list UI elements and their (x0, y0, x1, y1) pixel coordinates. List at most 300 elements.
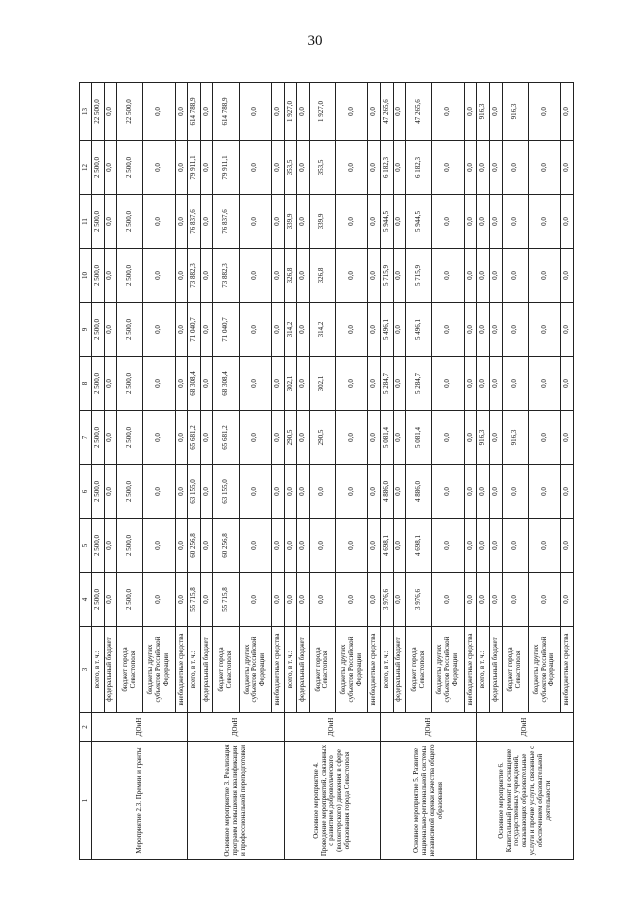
column-header: 6 (80, 465, 92, 519)
year-value: 0,0 (200, 303, 213, 357)
year-value: 0,0 (104, 465, 117, 519)
year-value: 0,0 (393, 573, 406, 627)
total-value: 22 500,0 (117, 83, 143, 141)
year-value: 5 081,4 (381, 411, 394, 465)
year-value: 0,0 (464, 465, 477, 519)
year-value: 3 976,6 (406, 573, 432, 627)
year-value: 0,0 (393, 141, 406, 195)
funding-source: бюджеты других субъектов Российской Федерации (143, 627, 175, 713)
year-value: 0,0 (502, 195, 528, 249)
funding-source: внебюджетные средства (561, 627, 574, 713)
year-value: 0,0 (143, 303, 175, 357)
rotated-table-content (79, 83, 574, 860)
funding-source: всего, в т. ч.: (92, 627, 105, 713)
year-value: 0,0 (272, 465, 285, 519)
year-value: 0,0 (175, 303, 188, 357)
year-value: 0,0 (309, 573, 335, 627)
year-value: 0,0 (272, 303, 285, 357)
year-value: 0,0 (528, 357, 560, 411)
year-value: 0,0 (200, 465, 213, 519)
page-number: 30 (307, 33, 323, 49)
year-value: 0,0 (528, 465, 560, 519)
year-value: 0,0 (175, 357, 188, 411)
year-value: 55 715,8 (188, 573, 201, 627)
total-value: 0,0 (432, 83, 464, 141)
column-header: 4 (80, 573, 92, 627)
year-value: 0,0 (561, 357, 574, 411)
year-value: 0,0 (239, 357, 271, 411)
year-value: 68 308,4 (188, 357, 201, 411)
year-value: 0,0 (528, 195, 560, 249)
year-value: 0,0 (561, 303, 574, 357)
funding-source: бюджет города Севастополя (309, 627, 335, 713)
year-value: 0,0 (104, 411, 117, 465)
year-value: 0,0 (175, 249, 188, 303)
year-value: 339,9 (284, 195, 297, 249)
year-value: 0,0 (489, 303, 502, 357)
measure-name: Основное мероприятие 4. Проведение мероприятий, связанных с развитием добровольческого (волонтерского) движения в сфере образования города Севастополя (284, 742, 380, 860)
year-value: 5 496,1 (381, 303, 394, 357)
year-value: 0,0 (272, 519, 285, 573)
total-value: 0,0 (393, 83, 406, 141)
year-value: 0,0 (297, 519, 310, 573)
year-value: 0,0 (432, 195, 464, 249)
table-row (284, 83, 297, 860)
year-value: 0,0 (336, 573, 368, 627)
year-value: 0,0 (200, 411, 213, 465)
table-row (92, 83, 105, 860)
year-value: 302,1 (284, 357, 297, 411)
funding-source: бюджеты других субъектов Российской Федерации (432, 627, 464, 713)
year-value: 0,0 (464, 195, 477, 249)
year-value: 326,8 (309, 249, 335, 303)
year-value: 0,0 (477, 141, 490, 195)
column-header: 8 (80, 357, 92, 411)
funding-table (79, 82, 574, 860)
table-row (477, 83, 490, 860)
column-header: 5 (80, 519, 92, 573)
year-value: 0,0 (368, 195, 381, 249)
column-header: 7 (80, 411, 92, 465)
year-value: 0,0 (393, 519, 406, 573)
year-value: 0,0 (200, 195, 213, 249)
measure-name: Основное мероприятие 6. Капитальный ремонт и оснащение государственных учреждений, оказывающих образовательные услуги и прочие услуги, связанные с обеспечением образовательной деятельности (477, 742, 574, 860)
year-value: 0,0 (393, 411, 406, 465)
year-value: 71 040,7 (213, 303, 239, 357)
funding-source: бюджет города Севастополя (213, 627, 239, 713)
total-value: 614 788,9 (188, 83, 201, 141)
year-value: 0,0 (464, 303, 477, 357)
column-header: 9 (80, 303, 92, 357)
total-value: 0,0 (272, 83, 285, 141)
year-value: 0,0 (336, 519, 368, 573)
year-value: 63 155,0 (213, 465, 239, 519)
year-value: 0,0 (393, 303, 406, 357)
year-value: 0,0 (432, 357, 464, 411)
year-value: 0,0 (393, 357, 406, 411)
year-value: 0,0 (368, 249, 381, 303)
year-value: 4 886,0 (406, 465, 432, 519)
total-value: 0,0 (104, 83, 117, 141)
year-value: 0,0 (336, 195, 368, 249)
year-value: 0,0 (143, 411, 175, 465)
year-value: 0,0 (143, 573, 175, 627)
funding-source: всего, в т. ч.: (188, 627, 201, 713)
year-value: 0,0 (175, 141, 188, 195)
funding-source: всего, в т. ч.: (477, 627, 490, 713)
year-value: 0,0 (464, 357, 477, 411)
year-value: 76 837,6 (188, 195, 201, 249)
rotated-table-wrapper (79, 83, 574, 860)
year-value: 0,0 (104, 573, 117, 627)
year-value: 73 882,3 (188, 249, 201, 303)
year-value: 0,0 (477, 195, 490, 249)
year-value: 0,0 (502, 357, 528, 411)
year-value: 5 284,7 (406, 357, 432, 411)
year-value: 353,5 (284, 141, 297, 195)
header-row (80, 83, 92, 860)
year-value: 0,0 (336, 465, 368, 519)
total-value: 0,0 (561, 83, 574, 141)
year-value: 0,0 (528, 519, 560, 573)
year-value: 2 500,0 (117, 195, 143, 249)
year-value: 2 500,0 (117, 411, 143, 465)
funding-source: внебюджетные средства (175, 627, 188, 713)
year-value: 76 837,6 (213, 195, 239, 249)
total-value: 22 500,0 (92, 83, 105, 141)
year-value: 0,0 (561, 411, 574, 465)
funding-source: федеральный бюджет (200, 627, 213, 713)
year-value: 63 155,0 (188, 465, 201, 519)
year-value: 55 715,8 (213, 573, 239, 627)
column-header: 13 (80, 83, 92, 141)
year-value: 5 715,9 (381, 249, 394, 303)
executor: ДОиН (284, 713, 380, 742)
year-value: 60 256,8 (213, 519, 239, 573)
year-value: 0,0 (175, 465, 188, 519)
year-value: 6 182,3 (381, 141, 394, 195)
year-value: 0,0 (272, 195, 285, 249)
year-value: 0,0 (368, 357, 381, 411)
year-value: 0,0 (464, 573, 477, 627)
year-value: 0,0 (561, 249, 574, 303)
year-value: 0,0 (200, 141, 213, 195)
year-value: 0,0 (175, 519, 188, 573)
year-value: 314,2 (284, 303, 297, 357)
year-value: 0,0 (104, 195, 117, 249)
year-value: 0,0 (200, 519, 213, 573)
year-value: 916,3 (477, 411, 490, 465)
year-value: 0,0 (477, 573, 490, 627)
year-value: 2 500,0 (117, 357, 143, 411)
year-value: 5 284,7 (381, 357, 394, 411)
year-value: 314,2 (309, 303, 335, 357)
year-value: 290,5 (284, 411, 297, 465)
funding-source: бюджеты других субъектов Российской Федерации (239, 627, 271, 713)
year-value: 60 256,8 (188, 519, 201, 573)
year-value: 0,0 (336, 141, 368, 195)
year-value: 0,0 (561, 519, 574, 573)
year-value: 2 500,0 (92, 141, 105, 195)
year-value: 302,1 (309, 357, 335, 411)
executor: ДОиН (477, 713, 574, 742)
year-value: 0,0 (432, 249, 464, 303)
year-value: 79 911,1 (188, 141, 201, 195)
year-value: 0,0 (239, 411, 271, 465)
table-body (92, 83, 574, 860)
year-value: 0,0 (336, 249, 368, 303)
total-value: 614 788,9 (213, 83, 239, 141)
year-value: 0,0 (284, 573, 297, 627)
year-value: 0,0 (143, 357, 175, 411)
year-value: 0,0 (239, 249, 271, 303)
funding-source: федеральный бюджет (297, 627, 310, 713)
year-value: 5 944,5 (381, 195, 394, 249)
year-value: 4 698,1 (406, 519, 432, 573)
year-value: 0,0 (489, 249, 502, 303)
year-value: 0,0 (104, 249, 117, 303)
table-row (188, 83, 201, 860)
column-header: 11 (80, 195, 92, 249)
year-value: 0,0 (297, 573, 310, 627)
year-value: 2 500,0 (92, 519, 105, 573)
year-value: 0,0 (561, 465, 574, 519)
total-value: 0,0 (528, 83, 560, 141)
measure-name: Мероприятие 2.3. Премии и гранты (92, 742, 188, 860)
funding-source: всего, в т. ч.: (284, 627, 297, 713)
year-value: 0,0 (561, 195, 574, 249)
year-value: 68 308,4 (213, 357, 239, 411)
measure-name: Основное мероприятие 3. Реализация программ повышения квалификации и профессиональной переподготовки (188, 742, 284, 860)
year-value: 6 182,3 (406, 141, 432, 195)
year-value: 0,0 (432, 141, 464, 195)
year-value: 0,0 (477, 303, 490, 357)
year-value: 0,0 (432, 519, 464, 573)
year-value: 0,0 (336, 411, 368, 465)
funding-source: бюджеты других субъектов Российской Федерации (336, 627, 368, 713)
total-value: 916,3 (477, 83, 490, 141)
year-value: 0,0 (175, 411, 188, 465)
year-value: 5 081,4 (406, 411, 432, 465)
year-value: 0,0 (432, 411, 464, 465)
year-value: 0,0 (432, 303, 464, 357)
year-value: 0,0 (464, 519, 477, 573)
year-value: 0,0 (336, 357, 368, 411)
year-value: 2 500,0 (92, 303, 105, 357)
total-value: 0,0 (175, 83, 188, 141)
year-value: 0,0 (528, 411, 560, 465)
executor: ДОиН (92, 713, 188, 742)
column-header: 2 (80, 713, 92, 742)
year-value: 0,0 (272, 141, 285, 195)
year-value: 0,0 (272, 573, 285, 627)
year-value: 0,0 (239, 195, 271, 249)
total-value: 0,0 (336, 83, 368, 141)
funding-source: бюджет города Севастополя (406, 627, 432, 713)
year-value: 0,0 (309, 465, 335, 519)
year-value: 0,0 (297, 141, 310, 195)
year-value: 2 500,0 (92, 195, 105, 249)
year-value: 0,0 (489, 519, 502, 573)
executor: ДОиН (381, 713, 477, 742)
year-value: 0,0 (432, 465, 464, 519)
year-value: 0,0 (297, 249, 310, 303)
year-value: 0,0 (309, 519, 335, 573)
total-value: 47 265,6 (381, 83, 394, 141)
year-value: 4 886,0 (381, 465, 394, 519)
year-value: 916,3 (502, 411, 528, 465)
year-value: 65 681,2 (213, 411, 239, 465)
column-header: 10 (80, 249, 92, 303)
year-value: 0,0 (239, 519, 271, 573)
year-value: 0,0 (502, 303, 528, 357)
year-value: 0,0 (489, 411, 502, 465)
year-value: 5 715,9 (406, 249, 432, 303)
total-value: 0,0 (489, 83, 502, 141)
year-value: 0,0 (143, 465, 175, 519)
column-header: 1 (80, 742, 92, 860)
year-value: 0,0 (143, 141, 175, 195)
total-value: 1 927,0 (309, 83, 335, 141)
year-value: 0,0 (143, 249, 175, 303)
total-value: 0,0 (368, 83, 381, 141)
year-value: 5 496,1 (406, 303, 432, 357)
total-value: 0,0 (464, 83, 477, 141)
year-value: 0,0 (368, 519, 381, 573)
year-value: 0,0 (432, 573, 464, 627)
year-value: 0,0 (502, 519, 528, 573)
year-value: 0,0 (272, 357, 285, 411)
year-value: 0,0 (143, 519, 175, 573)
year-value: 0,0 (489, 357, 502, 411)
year-value: 0,0 (200, 249, 213, 303)
year-value: 0,0 (143, 195, 175, 249)
year-value: 0,0 (502, 141, 528, 195)
year-value: 290,5 (309, 411, 335, 465)
year-value: 2 500,0 (117, 465, 143, 519)
funding-source: внебюджетные средства (464, 627, 477, 713)
funding-source: бюджет города Севастополя (502, 627, 528, 713)
funding-source: федеральный бюджет (393, 627, 406, 713)
funding-source: федеральный бюджет (104, 627, 117, 713)
year-value: 79 911,1 (213, 141, 239, 195)
funding-source: всего, в т. ч.: (381, 627, 394, 713)
year-value: 0,0 (297, 303, 310, 357)
year-value: 2 500,0 (117, 573, 143, 627)
year-value: 73 882,3 (213, 249, 239, 303)
column-header: 12 (80, 141, 92, 195)
year-value: 0,0 (368, 303, 381, 357)
funding-source: бюджет города Севастополя (117, 627, 143, 713)
year-value: 3 976,6 (381, 573, 394, 627)
year-value: 0,0 (297, 465, 310, 519)
year-value: 0,0 (104, 357, 117, 411)
year-value: 0,0 (464, 141, 477, 195)
year-value: 0,0 (200, 357, 213, 411)
year-value: 0,0 (528, 573, 560, 627)
year-value: 2 500,0 (117, 141, 143, 195)
year-value: 0,0 (297, 411, 310, 465)
year-value: 2 500,0 (92, 465, 105, 519)
total-value: 916,3 (502, 83, 528, 141)
year-value: 0,0 (104, 141, 117, 195)
measure-name: Основное мероприятие 5. Развитие национально-региональной системы независимой оценки качества общего образования (381, 742, 477, 860)
year-value: 0,0 (239, 303, 271, 357)
total-value: 0,0 (200, 83, 213, 141)
year-value: 0,0 (297, 195, 310, 249)
total-value: 1 927,0 (284, 83, 297, 141)
year-value: 0,0 (368, 573, 381, 627)
year-value: 0,0 (336, 303, 368, 357)
year-value: 0,0 (284, 519, 297, 573)
total-value: 0,0 (143, 83, 175, 141)
year-value: 0,0 (528, 303, 560, 357)
year-value: 0,0 (464, 249, 477, 303)
year-value: 0,0 (477, 519, 490, 573)
total-value: 0,0 (297, 83, 310, 141)
total-value: 47 265,6 (406, 83, 432, 141)
year-value: 2 500,0 (117, 519, 143, 573)
year-value: 0,0 (393, 195, 406, 249)
total-value: 0,0 (239, 83, 271, 141)
year-value: 0,0 (393, 465, 406, 519)
year-value: 0,0 (477, 249, 490, 303)
year-value: 0,0 (489, 141, 502, 195)
year-value: 0,0 (393, 249, 406, 303)
year-value: 5 944,5 (406, 195, 432, 249)
year-value: 0,0 (561, 573, 574, 627)
year-value: 0,0 (239, 141, 271, 195)
year-value: 71 040,7 (188, 303, 201, 357)
table-row (381, 83, 394, 860)
year-value: 0,0 (368, 465, 381, 519)
executor: ДОиН (188, 713, 284, 742)
year-value: 0,0 (528, 249, 560, 303)
year-value: 0,0 (200, 573, 213, 627)
year-value: 0,0 (561, 141, 574, 195)
year-value: 0,0 (464, 411, 477, 465)
year-value: 0,0 (175, 573, 188, 627)
year-value: 0,0 (528, 141, 560, 195)
year-value: 0,0 (297, 357, 310, 411)
year-value: 0,0 (477, 357, 490, 411)
year-value: 0,0 (502, 573, 528, 627)
year-value: 0,0 (239, 465, 271, 519)
year-value: 2 500,0 (92, 357, 105, 411)
year-value: 65 681,2 (188, 411, 201, 465)
year-value: 2 500,0 (92, 411, 105, 465)
year-value: 0,0 (502, 465, 528, 519)
year-value: 2 500,0 (92, 249, 105, 303)
year-value: 4 698,1 (381, 519, 394, 573)
year-value: 2 500,0 (92, 573, 105, 627)
year-value: 0,0 (284, 465, 297, 519)
year-value: 0,0 (104, 303, 117, 357)
year-value: 0,0 (477, 465, 490, 519)
year-value: 0,0 (502, 249, 528, 303)
year-value: 353,5 (309, 141, 335, 195)
funding-source: внебюджетные средства (368, 627, 381, 713)
funding-source: бюджеты других субъектов Российской Федерации (528, 627, 560, 713)
year-value: 0,0 (489, 465, 502, 519)
column-header: 3 (80, 627, 92, 713)
year-value: 326,8 (284, 249, 297, 303)
funding-source: внебюджетные средства (272, 627, 285, 713)
year-value: 339,9 (309, 195, 335, 249)
year-value: 2 500,0 (117, 249, 143, 303)
year-value: 0,0 (104, 519, 117, 573)
year-value: 0,0 (368, 141, 381, 195)
